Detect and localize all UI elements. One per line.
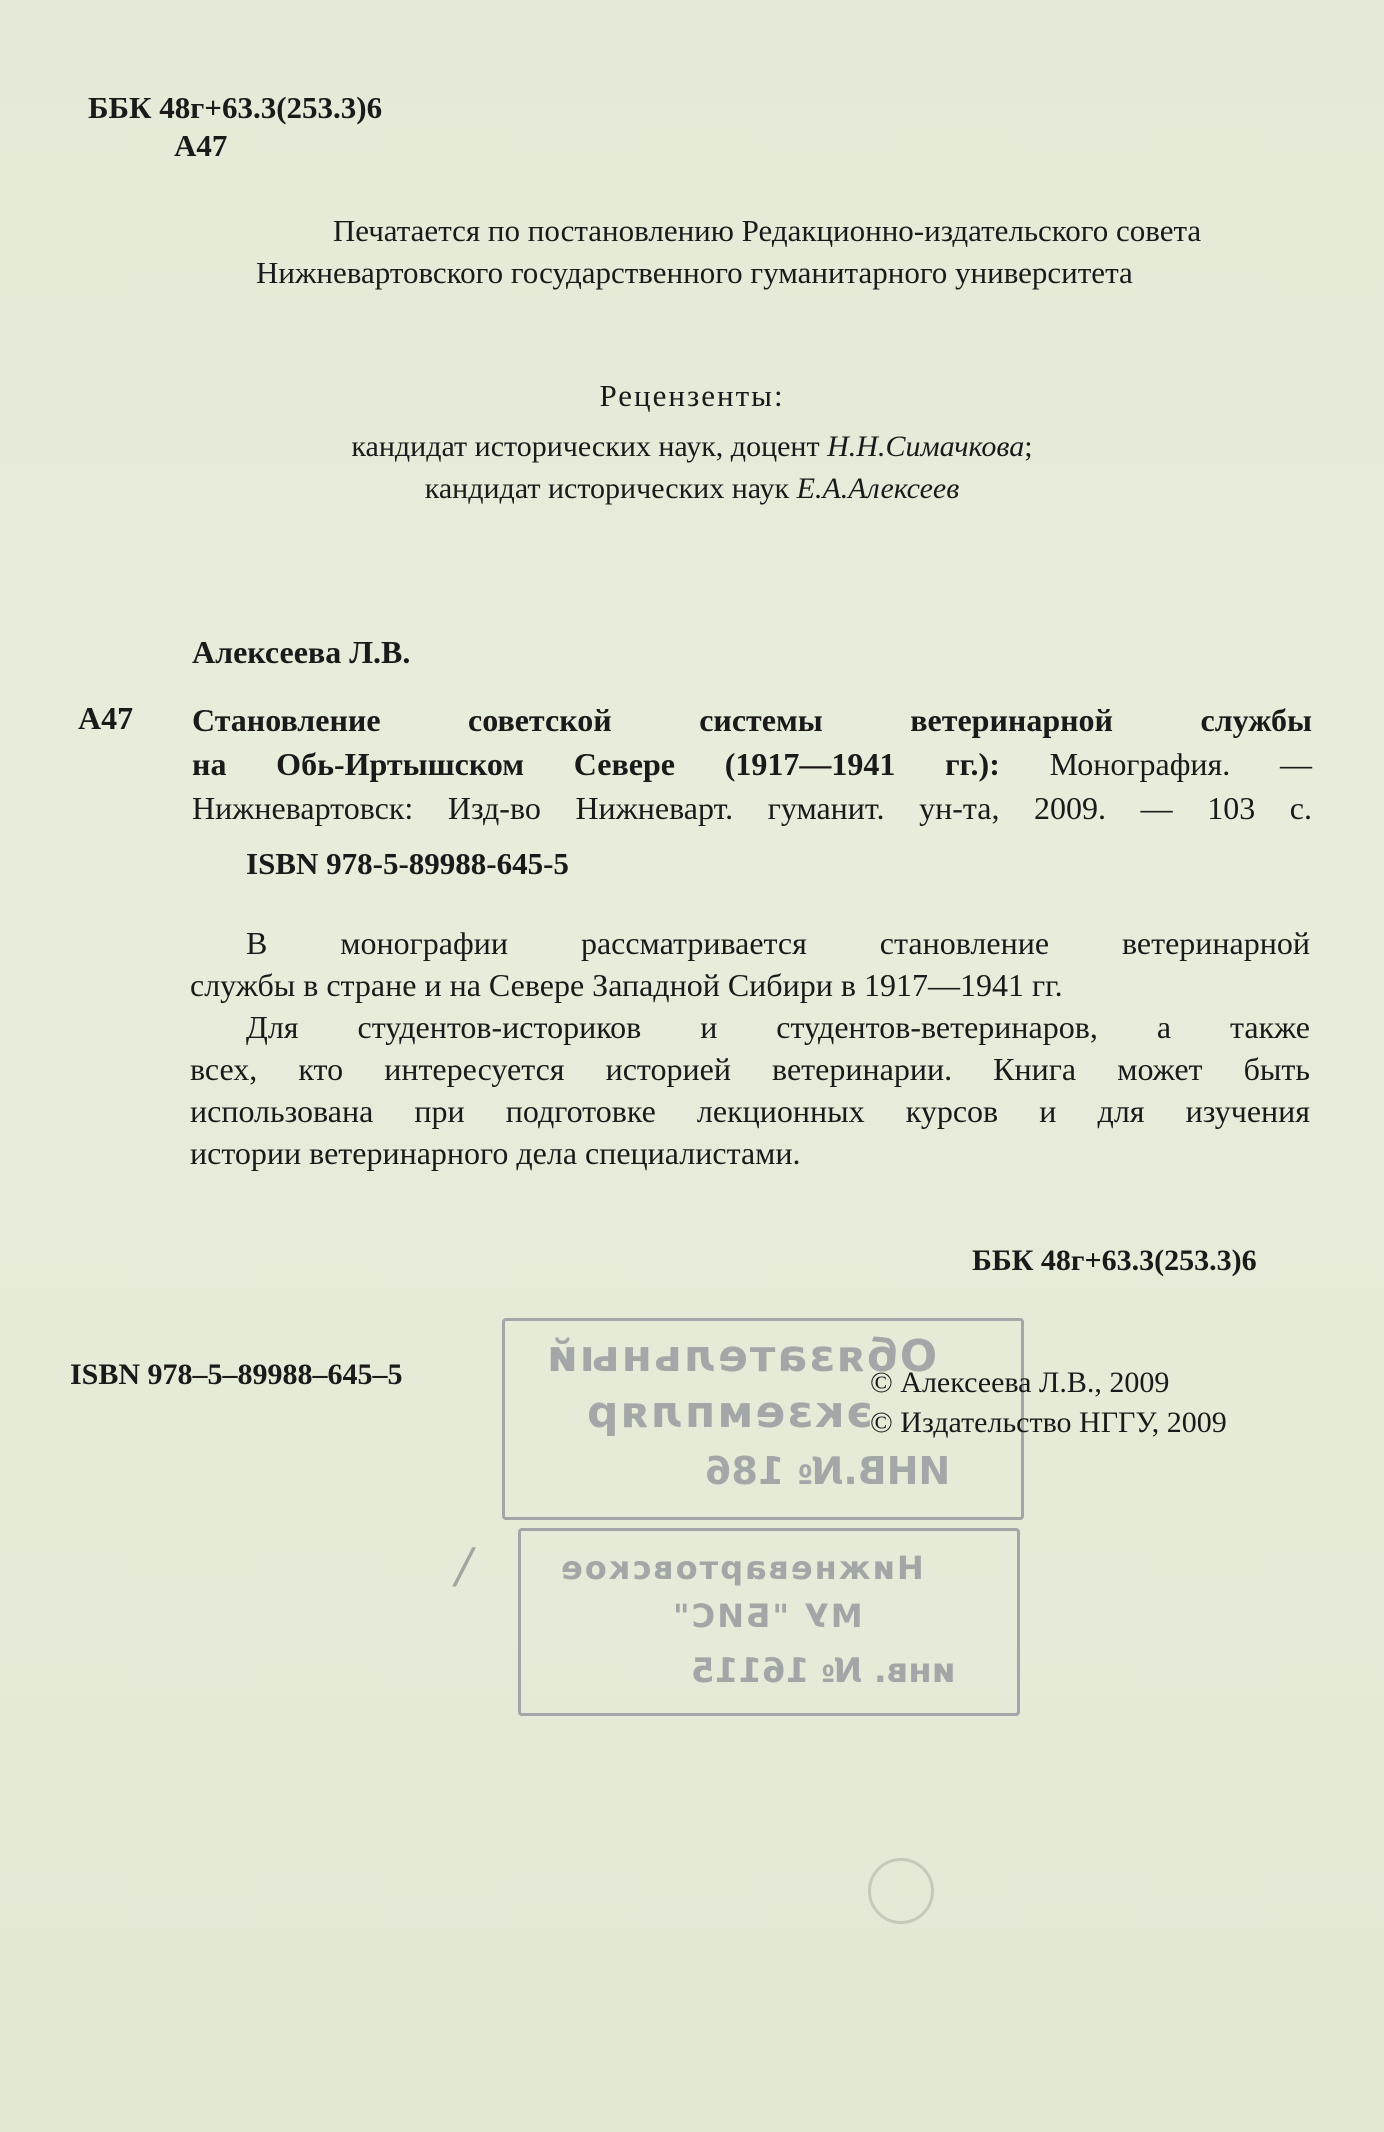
publisher-seal-bleed (868, 1858, 934, 1924)
reviewer-2 (0, 472, 1384, 506)
catalog-title-line-1: Становление советской системы ветеринарной службы (192, 702, 1312, 738)
catalog-publisher-line: Нижневартовск: Изд-во Нижневарт. гуманит. ун-та, 2009. — 103 с. (192, 790, 1312, 826)
stamp-mandatory-line-1: Обязательный (545, 1331, 938, 1382)
catalog-title-line-2-rest: Монография. — (999, 746, 1312, 782)
stamp-inv-label: ИНВ.№ 186 (705, 1449, 951, 1493)
author-mark-catalog: А47 (78, 700, 134, 736)
catalog-isbn: ISBN 978-5-89988-645-5 (246, 846, 569, 881)
bbk-classification-bottom: ББК 48г+63.3(253.3)6 (972, 1244, 1257, 1277)
catalog-title-line-2-bold: на Обь-Иртышском Севере (1917—1941 гг.): (192, 746, 1000, 782)
stamp-library-inv: инв. № 16115 (691, 1651, 956, 1691)
publication-council-note (240, 210, 1280, 294)
annotation (190, 922, 1310, 1174)
reviewer-2-role: кандидат исторических наук (424, 472, 797, 505)
library-stamp (518, 1528, 1020, 1716)
annotation-p2-line-1: Для студентов-историков и студентов-ветеринаров, а также (246, 1009, 1310, 1045)
annotation-p2-line-2: всех, кто интересуется историей ветеринарии. Книга может быть (190, 1051, 1310, 1087)
stamp-mandatory-line-2: экземпляр (585, 1387, 873, 1438)
reviewer-1-role: кандидат исторических наук, доцент (351, 430, 828, 463)
catalog-author: Алексеева Л.В. (192, 634, 411, 670)
footer-isbn: ISBN 978–5–89988–645–5 (70, 1358, 403, 1391)
reviewer-1-name: Н.Н.Симачкова (827, 430, 1025, 463)
stamp-library-line-1: Нижневартовское (559, 1549, 924, 1587)
bbk-classification-top: ББК 48г+63.3(253.3)6 (88, 90, 383, 125)
pencil-handwriting (516, 109, 538, 165)
catalog-title-line-2 (192, 742, 1312, 786)
reviewers-heading: Рецензенты: (599, 378, 785, 413)
council-note-line-2: Нижневартовского государственного гуманитарного университета (256, 255, 1133, 290)
author-mark-top: А47 (174, 128, 228, 163)
reviewer-1 (0, 430, 1384, 464)
pencil-tick-mark: / (456, 1538, 473, 1594)
annotation-p1-line-2: службы в стране и на Севере Западной Сибири в 1917—1941 гг. (190, 967, 1063, 1003)
council-note-line-1: Печатается по постановлению Редакционно-издательского совета (332, 213, 1202, 248)
reviewer-2-name: Е.А.Алексеев (796, 472, 960, 505)
annotation-p1-line-1: В монографии рассматривается становление ветеринарной (246, 925, 1310, 961)
annotation-p2-line-3: использована при подготовке лекционных курсов и для изучения (190, 1093, 1310, 1129)
annotation-p2-line-4: истории ветеринарного дела специалистами. (190, 1135, 801, 1171)
copyright-author: © Алексеева Л.В., 2009 (870, 1366, 1170, 1399)
stamp-library-line-2: МУ "БИС" (671, 1597, 863, 1635)
reviewer-1-suffix: ; (1024, 430, 1033, 463)
copyright-publisher: © Издательство НГГУ, 2009 (870, 1406, 1227, 1439)
catalog-description (192, 698, 1312, 830)
